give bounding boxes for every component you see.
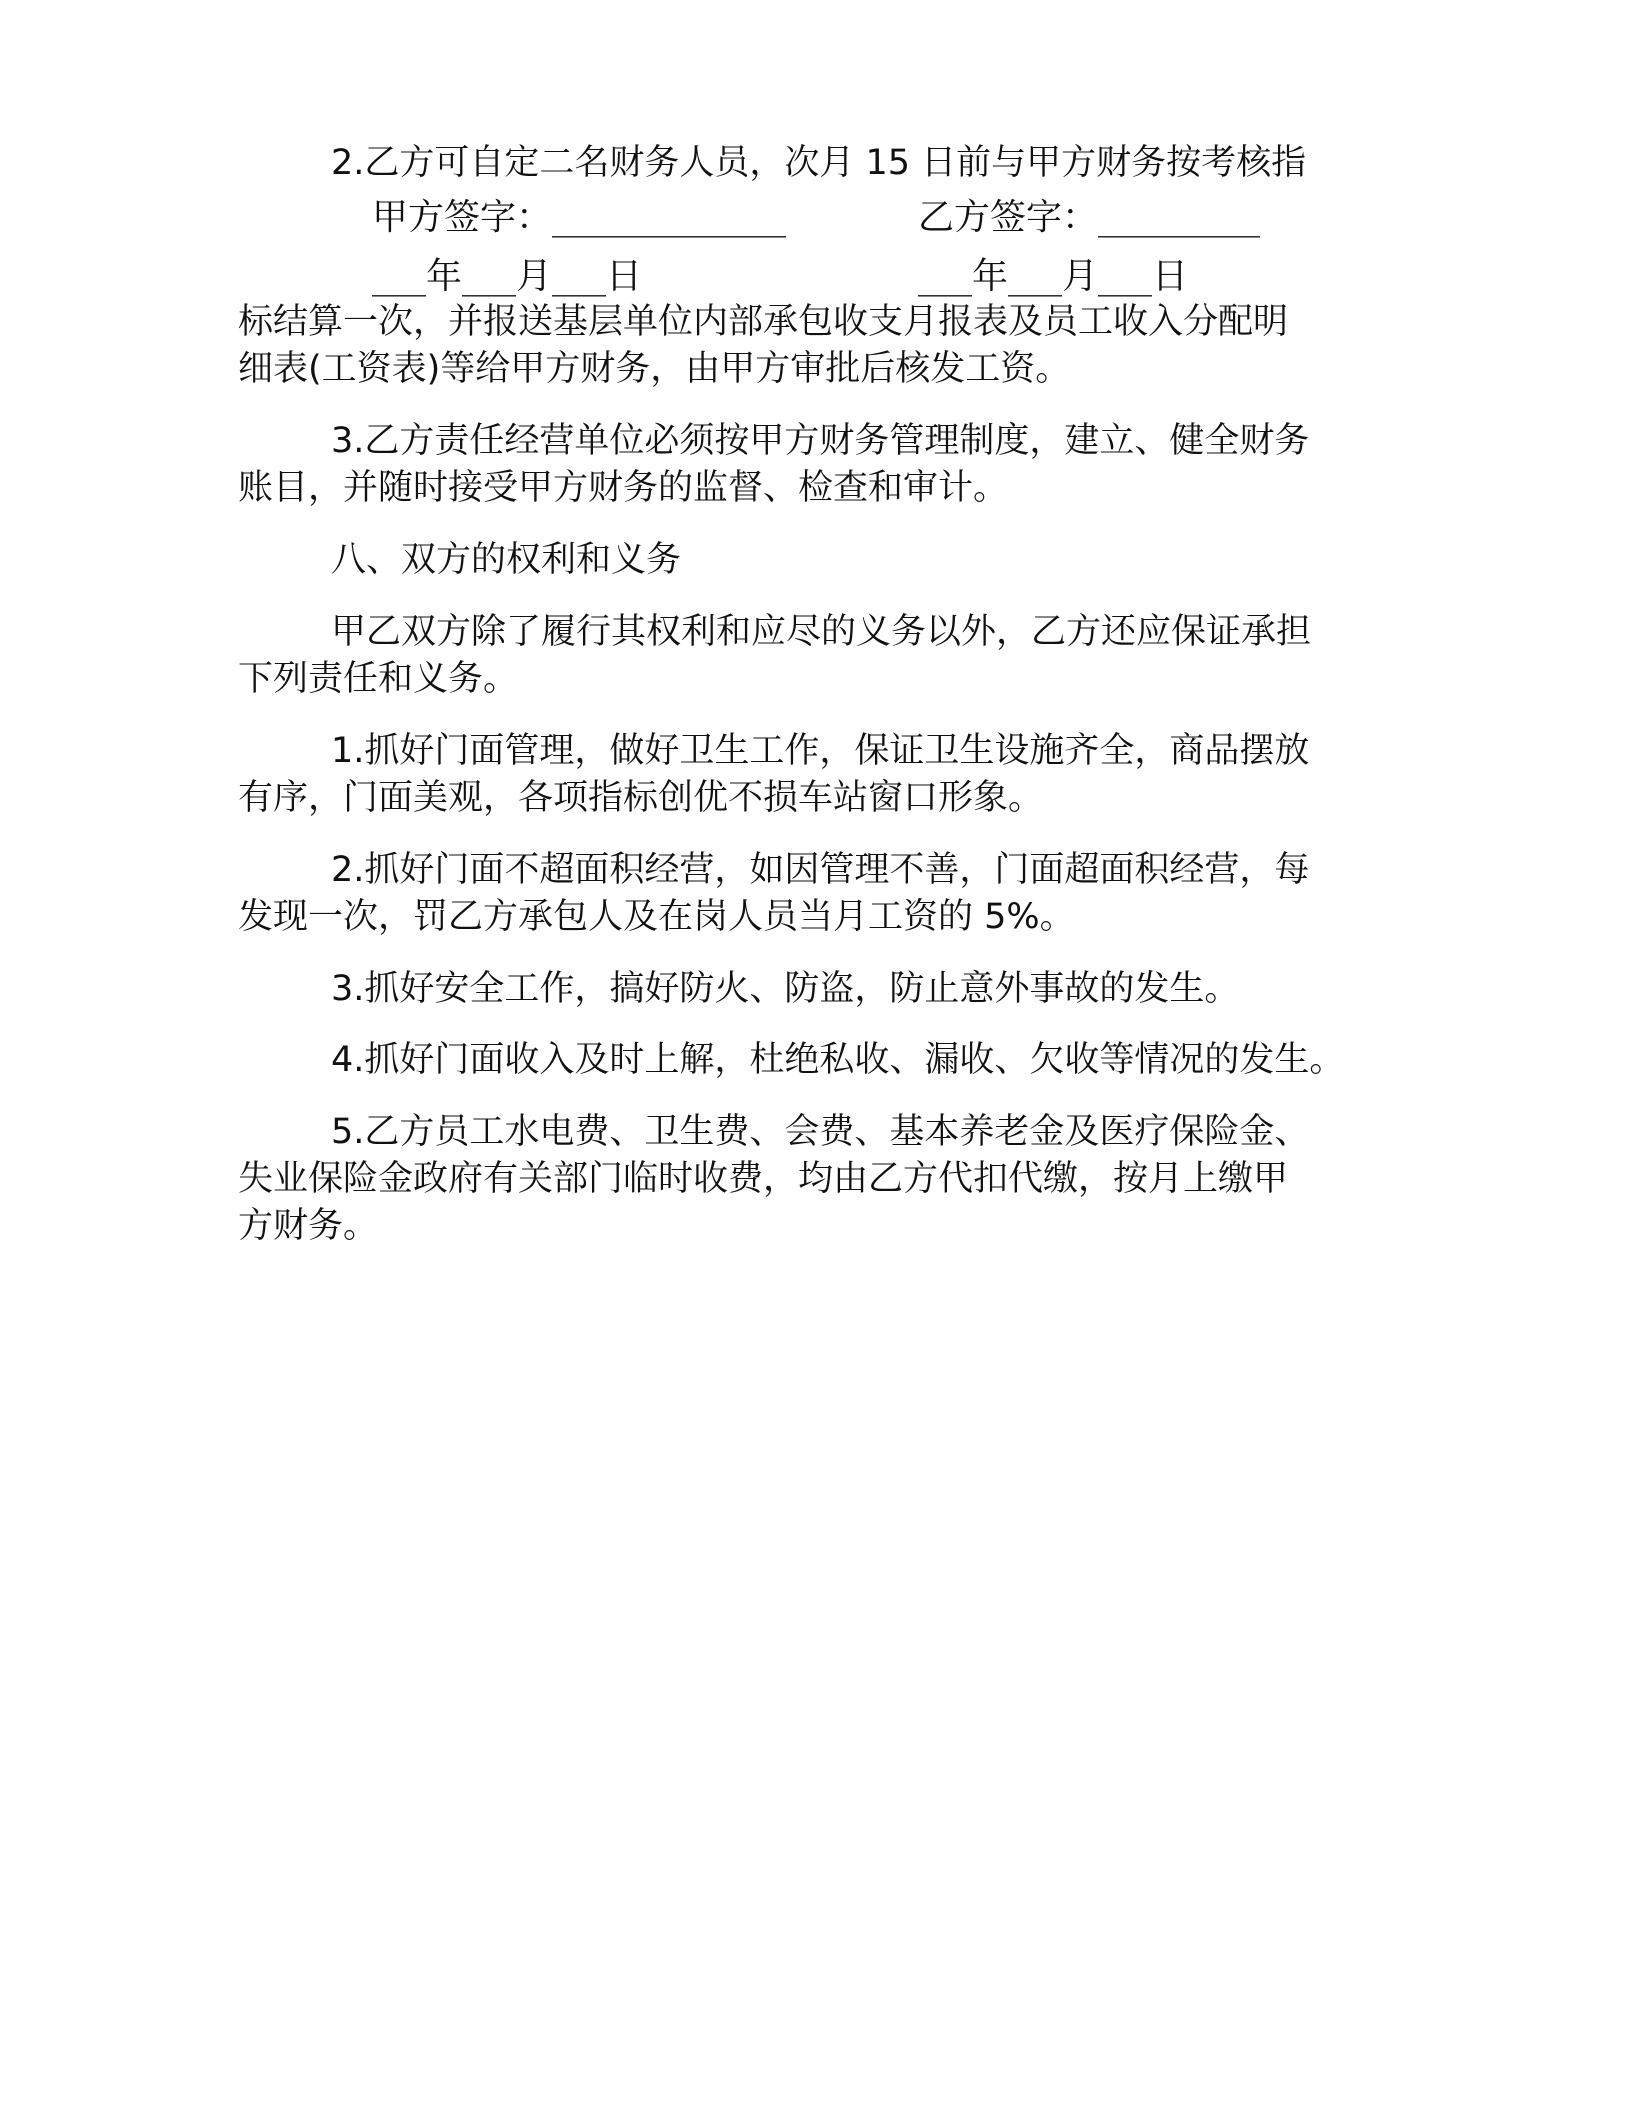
party-b-signature-field: 乙方签字：_________ [918, 197, 1261, 238]
paragraph-line: 方财务。 [238, 1206, 379, 1246]
paragraph-line: 下列责任和义务。 [238, 659, 519, 699]
paragraph-line: 细表(工资表)等给甲方财务，由甲方审批后核发工资。 [238, 349, 1071, 389]
party-a-date-field: ___年___月___日 [372, 256, 643, 297]
party-a-signature-field: 甲方签字：_____________ [372, 197, 787, 238]
paragraph-line: 2.抓好门面不超面积经营，如因管理不善，门面超面积经营，每 [331, 850, 1310, 890]
paragraph-line: 4.抓好门面收入及时上解，杜绝私收、漏收、欠收等情况的发生。 [331, 1040, 1345, 1080]
paragraph-line: 失业保险金政府有关部门临时收费，均由乙方代扣代缴，按月上缴甲 [238, 1159, 1289, 1199]
paragraph-line: 1.抓好门面管理，做好卫生工作，保证卫生设施齐全，商品摆放 [331, 731, 1310, 771]
paragraph-line: 标结算一次，并报送基层单位内部承包收支月报表及员工收入分配明 [238, 302, 1289, 342]
paragraph-line: 3.乙方责任经营单位必须按甲方财务管理制度，建立、健全财务 [331, 421, 1310, 461]
paragraph-line: 5.乙方员工水电费、卫生费、会费、基本养老金及医疗保险金、 [331, 1112, 1310, 1152]
paragraph-line: 有序，门面美观，各项指标创优不损车站窗口形象。 [238, 778, 1044, 818]
paragraph-line: 发现一次，罚乙方承包人及在岗人员当月工资的 5%。 [238, 897, 1075, 937]
section-heading: 八、双方的权利和义务 [331, 540, 682, 580]
paragraph-line: 甲乙双方除了履行其权利和应尽的义务以外，乙方还应保证承担 [331, 612, 1312, 652]
paragraph-line: 3.抓好安全工作，搞好防火、防盗，防止意外事故的发生。 [331, 969, 1240, 1009]
paragraph-line: 账目，并随时接受甲方财务的监督、检查和审计。 [238, 468, 1009, 508]
party-b-date-field: ___年___月___日 [918, 256, 1189, 297]
paragraph-line: 2.乙方可自定二名财务人员，次月 15 日前与甲方财务按考核指 [331, 143, 1307, 183]
